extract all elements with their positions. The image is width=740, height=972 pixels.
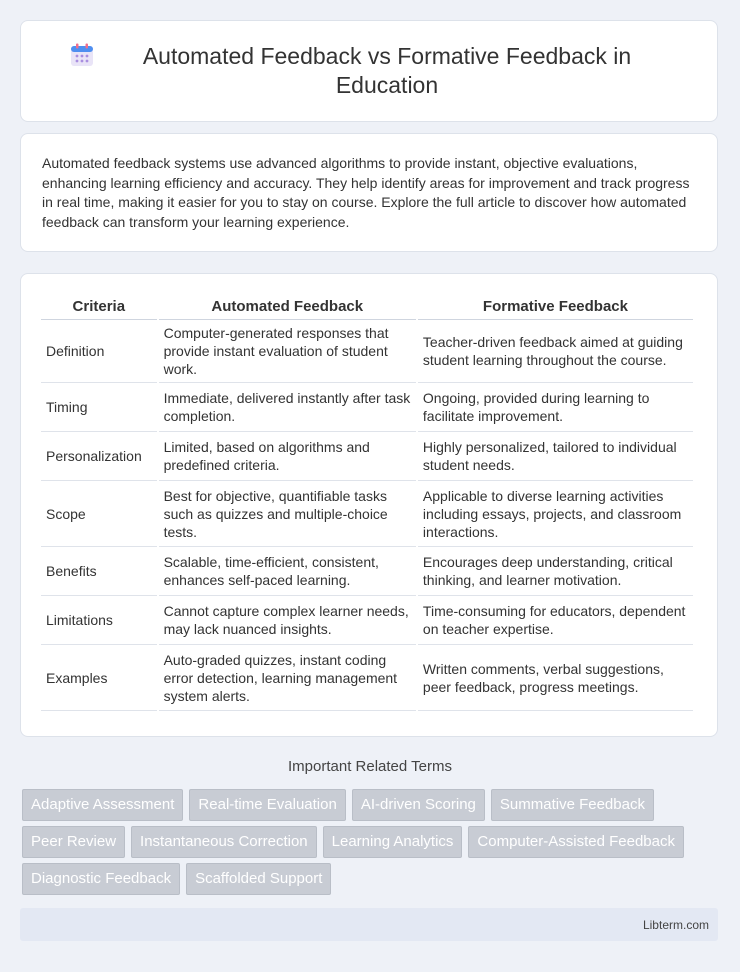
row-automated: Best for objective, quantifiable tasks such as quizzes and multiple-choice tests. — [159, 481, 416, 547]
footer-site-link[interactable]: Libterm.com — [642, 917, 709, 932]
row-formative: Applicable to diverse learning activities including essays, projects, and classroom interactions. — [418, 481, 693, 547]
table-row — [41, 596, 693, 645]
comparison-table — [39, 292, 695, 711]
related-terms-title: Important Related Terms — [288, 758, 452, 775]
table-row — [41, 481, 693, 547]
header-formative: Formative Feedback — [418, 292, 693, 320]
row-automated: Immediate, delivered instantly after task completion. — [159, 383, 416, 432]
table-row — [41, 432, 693, 481]
title-card — [20, 20, 718, 122]
row-formative: Time-consuming for educators, dependent on teacher expertise. — [418, 596, 693, 645]
row-criteria: Benefits — [41, 547, 157, 596]
row-formative: Encourages deep understanding, critical thinking, and learner motivation. — [418, 547, 693, 596]
row-automated: Cannot capture complex learner needs, may lack nuanced insights. — [159, 596, 416, 645]
comparison-table-card — [20, 273, 718, 737]
tag-real-time-evaluation[interactable]: Real-time Evaluation — [189, 789, 345, 821]
table-row — [41, 547, 693, 596]
title-wrap — [69, 42, 669, 100]
row-formative: Written comments, verbal suggestions, peer feedback, progress meetings. — [418, 645, 693, 711]
related-terms-tags — [22, 789, 722, 895]
row-criteria: Scope — [41, 481, 157, 547]
row-criteria: Examples — [41, 645, 157, 711]
tag-summative-feedback[interactable]: Summative Feedback — [491, 789, 654, 821]
row-automated: Auto-graded quizzes, instant coding error detection, learning management system alerts. — [159, 645, 416, 711]
row-criteria: Definition — [41, 320, 157, 383]
row-criteria: Personalization — [41, 432, 157, 481]
header-automated: Automated Feedback — [159, 292, 416, 320]
row-criteria: Limitations — [41, 596, 157, 645]
table-row — [41, 383, 693, 432]
row-criteria: Timing — [41, 383, 157, 432]
tag-instantaneous-correction[interactable]: Instantaneous Correction — [131, 826, 317, 858]
table-header-row — [41, 292, 693, 320]
row-automated: Limited, based on algorithms and predefined criteria. — [159, 432, 416, 481]
tag-diagnostic-feedback[interactable]: Diagnostic Feedback — [22, 863, 180, 895]
row-formative: Highly personalized, tailored to individual student needs. — [418, 432, 693, 481]
tag-scaffolded-support[interactable]: Scaffolded Support — [186, 863, 331, 895]
tag-ai-driven-scoring[interactable]: AI-driven Scoring — [352, 789, 485, 821]
intro-card — [20, 133, 718, 252]
tag-peer-review[interactable]: Peer Review — [22, 826, 125, 858]
tag-adaptive-assessment[interactable]: Adaptive Assessment — [22, 789, 183, 821]
header-criteria: Criteria — [41, 292, 157, 320]
tag-computer-assisted-feedback[interactable]: Computer-Assisted Feedback — [468, 826, 684, 858]
table-row — [41, 320, 693, 383]
row-automated: Scalable, time-efficient, consistent, enhances self-paced learning. — [159, 547, 416, 596]
table-row — [41, 645, 693, 711]
footer — [20, 908, 718, 941]
page-title: Automated Feedback vs Formative Feedback in Education — [142, 43, 632, 98]
tag-learning-analytics[interactable]: Learning Analytics — [323, 826, 463, 858]
row-automated: Computer-generated responses that provide instant evaluation of student work. — [159, 320, 416, 383]
calendar-icon — [69, 42, 95, 68]
row-formative: Ongoing, provided during learning to facilitate improvement. — [418, 383, 693, 432]
row-formative: Teacher-driven feedback aimed at guiding student learning throughout the course. — [418, 320, 693, 383]
intro-text: Automated feedback systems use advanced algorithms to provide instant, objective evaluations, enhancing learning efficiency and accuracy. They help identify areas for improvement and track progress in real time, making it easier for you to stay on course. Explore the full article to discover how automated feedback can transform your learning experience. — [42, 155, 690, 230]
